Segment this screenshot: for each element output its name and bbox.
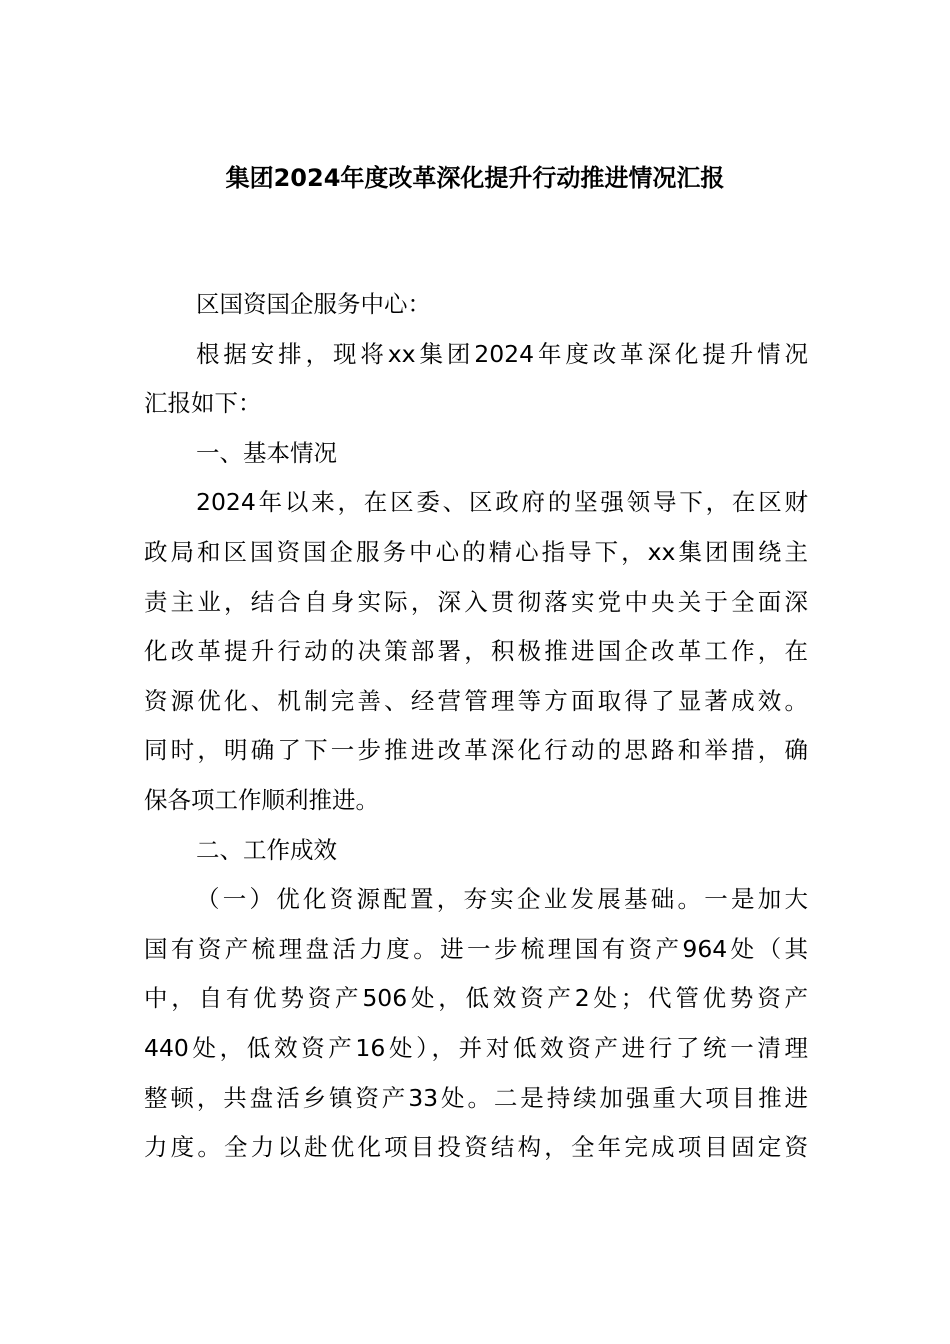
paragraph [144,875,808,1173]
paragraph-line: 保各项工作顺利推进。 [144,785,379,814]
section-heading [144,429,808,479]
paragraph-line: 政局和区国资国企服务中心的精心指导下，xx集团围绕主 [144,537,808,566]
paragraph-line: 同时，明确了下一步推进改革深化行动的思路和举措，确 [144,736,808,765]
paragraph-line: （一）优化资源配置，夯实企业发展基础。一是加大 [196,885,808,914]
paragraph-line: 二、工作成效 [196,835,337,864]
paragraph-line: 资源优化、机制完善、经营管理等方面取得了显著成效。 [144,686,808,715]
paragraph-line: 汇报如下： [144,389,262,418]
paragraph-line: 根据安排，现将xx集团2024年度改革深化提升情况 [196,339,808,368]
paragraph-line: 2024年以来，在区委、区政府的坚强领导下，在区财 [196,488,808,517]
paragraph [144,478,808,825]
section-heading [144,826,808,876]
paragraph [144,330,808,429]
paragraph-line: 国有资产梳理盘活力度。进一步梳理国有资产964处（其 [144,934,808,963]
paragraph-line: 化改革提升行动的决策部署，积极推进国企改革工作，在 [144,637,808,666]
document-body [144,280,808,1173]
paragraph-line: 440处，低效资产16处），并对低效资产进行了统一清理 [144,1033,808,1062]
paragraph-line: 一、基本情况 [196,438,337,467]
salutation-line: 区国资国企服务中心： [196,290,431,318]
paragraph-line: 整顿，共盘活乡镇资产33处。二是持续加强重大项目推进 [144,1083,808,1112]
document-title: 集团2024年度改革深化提升行动推进情况汇报 [225,164,725,192]
paragraph-line: 力度。全力以赴优化项目投资结构，全年完成项目固定资 [144,1133,808,1162]
paragraph-line: 责主业，结合自身实际，深入贯彻落实党中央关于全面深 [144,587,808,616]
salutation [144,280,808,330]
paragraph-line: 中，自有优势资产506处，低效资产2处；代管优势资产 [144,984,808,1013]
